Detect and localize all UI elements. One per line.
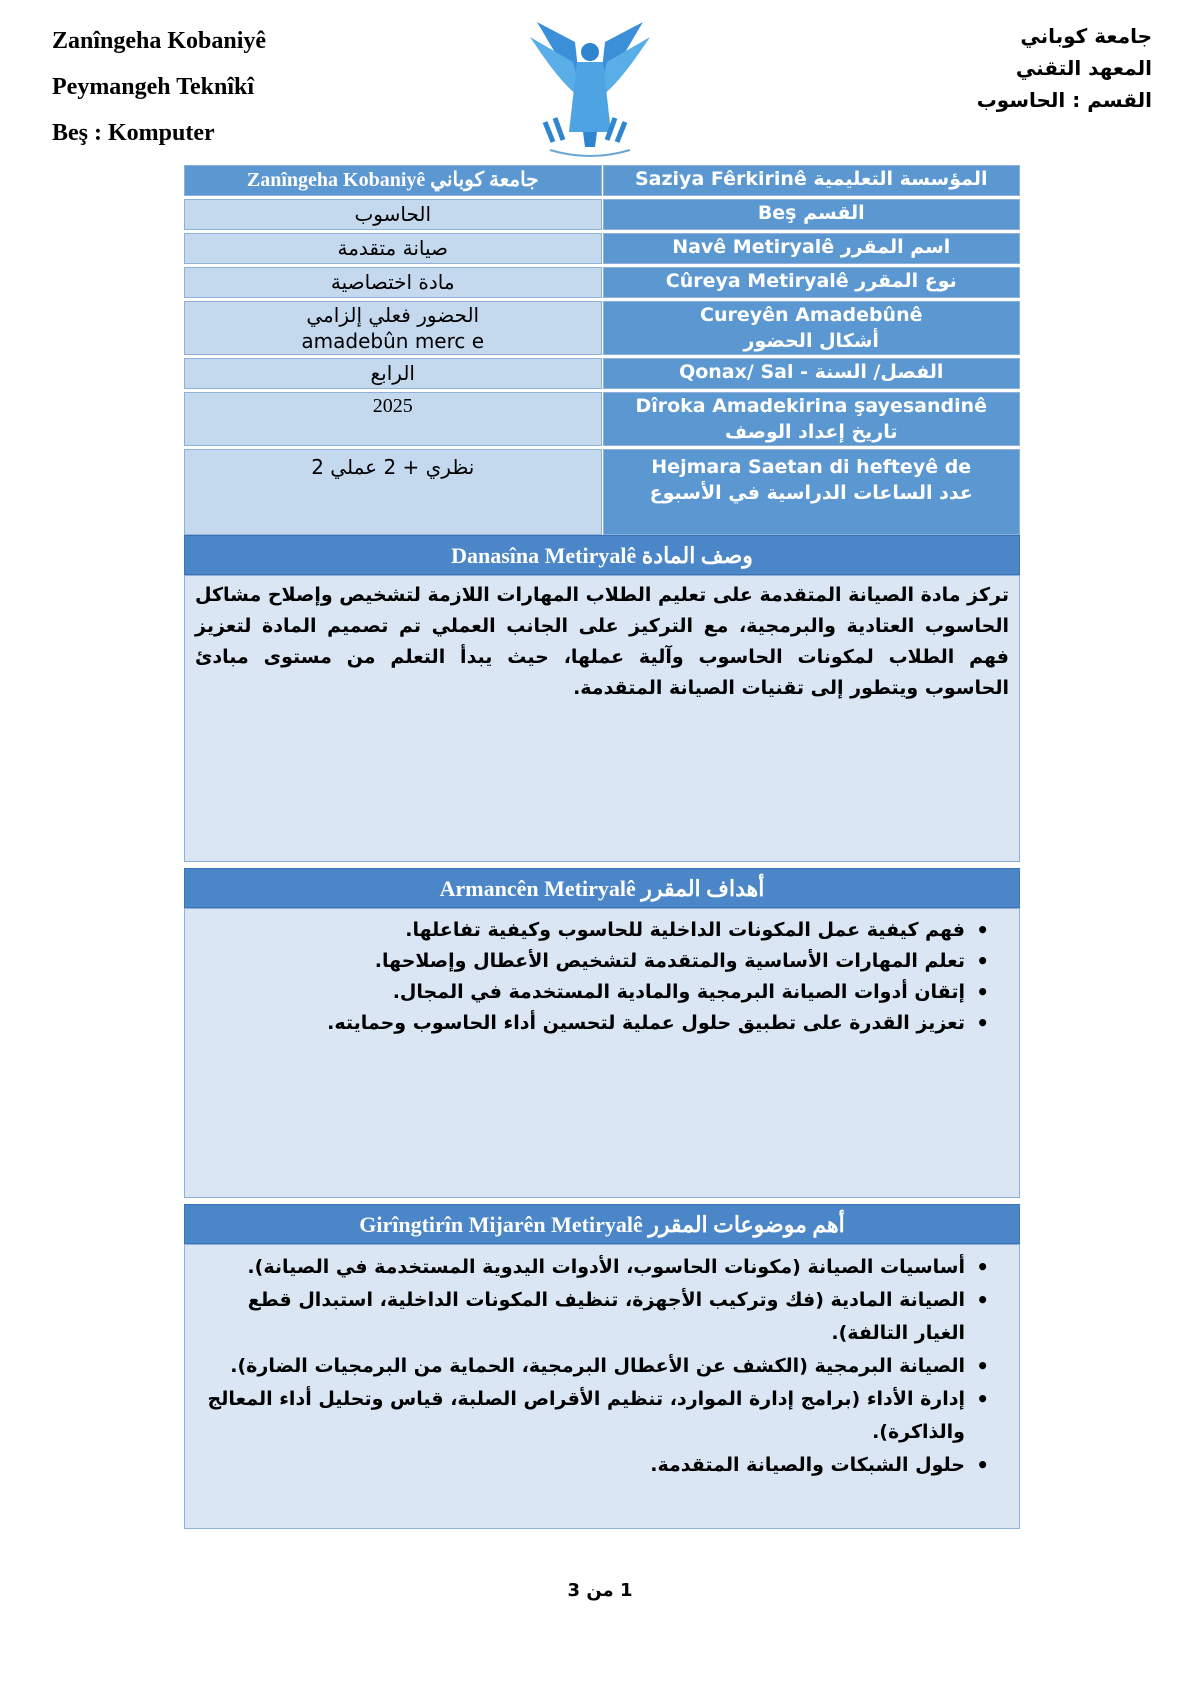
topics-heading: Girîngtirîn Mijarên Metiryalê أهم موضوعات المقرر — [184, 1204, 1020, 1244]
prep-date-label-ku: Dîroka Amadekirina şayesandinê — [635, 395, 988, 417]
info-row-course-type — [184, 267, 1020, 298]
course-name-value: صيانة متقدمة — [184, 233, 602, 264]
weekly-hours-label — [603, 449, 1021, 535]
institute-name-ar: المعهد التقني — [1015, 56, 1152, 80]
info-row-attendance — [184, 301, 1020, 355]
attendance-label — [603, 301, 1021, 355]
weekly-hours-label-ku: Hejmara Saetan di hefteyê de — [651, 456, 972, 478]
institute-name-ku: Peymangeh Teknîkî — [52, 74, 255, 100]
prep-date-label — [603, 392, 1021, 446]
topics-list — [185, 1245, 1019, 1482]
prep-date-value: 2025 — [184, 392, 602, 446]
info-row-department — [184, 199, 1020, 230]
department-name-ku: Beş : Komputer — [52, 120, 215, 146]
institution-value: Zanîngeha Kobaniyê جامعة كوباني — [184, 165, 602, 196]
course-description-form — [184, 165, 1020, 1529]
institution-label: Saziya Fêrkirinê المؤسسة التعليمية — [603, 165, 1021, 196]
header-right — [977, 20, 1152, 116]
semester-value: الرابع — [184, 358, 602, 389]
attendance-value — [184, 301, 602, 355]
topic-item: • الصيانة البرمجية (الكشف عن الأعطال البرمجية، الحماية من البرمجيات الضارة). — [195, 1350, 989, 1383]
course-type-label: Cûreya Metiryalê نوع المقرر — [603, 267, 1021, 298]
header-left — [52, 18, 266, 156]
semester-label: Qonax/ Sal - الفصل/ السنة — [603, 358, 1021, 389]
goals-list — [185, 909, 1019, 1039]
page-number: 1 من 3 — [567, 1580, 633, 1601]
university-logo — [525, 12, 655, 162]
goal-item: • تعلم المهارات الأساسية والمتقدمة لتشخيص الأعطال وإصلاحها. — [195, 946, 989, 977]
university-name-ar: جامعة كوباني — [1020, 24, 1152, 48]
goals-heading: Armancên Metiryalê أهداف المقرر — [184, 868, 1020, 908]
weekly-hours-value: 2 نظري + 2 عملي — [184, 449, 602, 535]
course-type-value: مادة اختصاصية — [184, 267, 602, 298]
weekly-hours-label-ar: عدد الساعات الدراسية في الأسبوع — [649, 482, 973, 504]
info-row-prep-date — [184, 392, 1020, 446]
topic-item: • الصيانة المادية (فك وتركيب الأجهزة، تنظيف المكونات الداخلية، استبدال قطع الغيار التالفة). — [195, 1284, 989, 1350]
department-label: Beş القسم — [603, 199, 1021, 230]
attendance-value-ar: الحضور فعلي إلزامي — [306, 303, 480, 327]
info-row-weekly-hours — [184, 449, 1020, 535]
course-name-label: Navê Metiryalê اسم المقرر — [603, 233, 1021, 264]
attendance-value-ku: amadebûn merc e — [301, 329, 485, 353]
attendance-label-ku: Cureyên Amadebûnê — [700, 304, 923, 326]
description-text: تركز مادة الصيانة المتقدمة على تعليم الطلاب المهارات اللازمة لتشخيص وإصلاح مشاكل الحاسوب العتادية والبرمجية، مع التركيز على الجانب العملي تم تصميم المادة لتعزيز فهم الطلاب لمكونات الحاسوب وآلية عملها، حيث يبدأ التعلم من مستوى مبادئ الحاسوب ويتطور إلى تقنيات الصيانة المتقدمة. — [184, 575, 1020, 862]
topics-body — [184, 1244, 1020, 1529]
topic-item: • أساسيات الصيانة (مكونات الحاسوب، الأدوات اليدوية المستخدمة في الصيانة). — [195, 1251, 989, 1284]
info-row-institution — [184, 165, 1020, 196]
attendance-label-ar: أشكال الحضور — [743, 330, 879, 352]
department-value: الحاسوب — [184, 199, 602, 230]
department-name-ar: القسم : الحاسوب — [976, 88, 1152, 112]
prep-date-label-ar: تاريخ إعداد الوصف — [724, 421, 898, 443]
info-row-course-name — [184, 233, 1020, 264]
university-name-ku: Zanîngeha Kobaniyê — [52, 28, 267, 54]
topic-item: • حلول الشبكات والصيانة المتقدمة. — [195, 1449, 989, 1482]
description-heading: Danasîna Metiryalê وصف المادة — [184, 535, 1020, 575]
info-row-semester — [184, 358, 1020, 389]
topic-item: • إدارة الأداء (برامج إدارة الموارد، تنظيم الأقراص الصلبة، قياس وتحليل أداء المعالج والذاكرة). — [195, 1383, 989, 1449]
goals-body — [184, 908, 1020, 1198]
goal-item: • تعزيز القدرة على تطبيق حلول عملية لتحسين أداء الحاسوب وحمايته. — [195, 1008, 989, 1039]
goal-item: • فهم كيفية عمل المكونات الداخلية للحاسوب وكيفية تفاعلها. — [195, 915, 989, 946]
goal-item: • إتقان أدوات الصيانة البرمجية والمادية المستخدمة في المجال. — [195, 977, 989, 1008]
